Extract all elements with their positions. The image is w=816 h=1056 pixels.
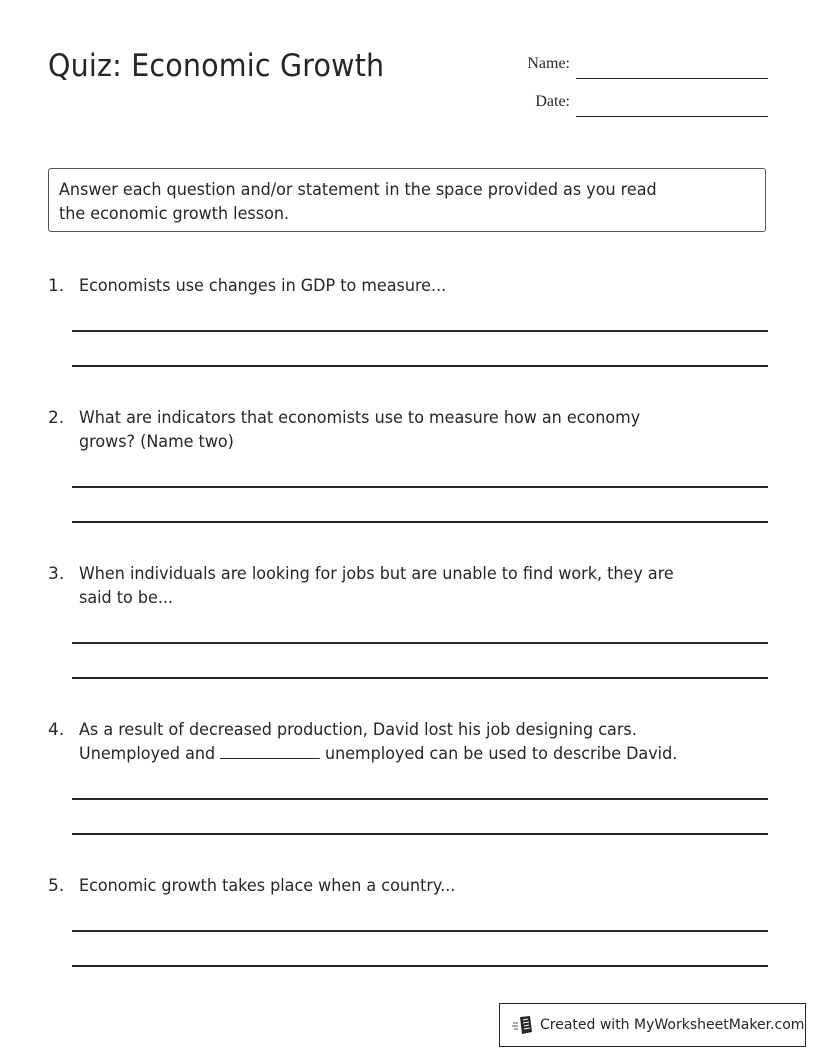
question-line: Economists use changes in GDP to measure... [79, 276, 447, 296]
question-text [79, 718, 737, 766]
question-number: 1. [48, 276, 65, 296]
question-number: 5. [48, 876, 65, 896]
answer-line[interactable] [72, 330, 768, 332]
answer-line[interactable] [72, 486, 768, 488]
answer-line[interactable] [72, 521, 768, 523]
answer-line[interactable] [72, 965, 768, 967]
footer-badge[interactable] [499, 1003, 806, 1047]
name-field [500, 55, 768, 79]
instructions-line-2: the economic growth lesson. [59, 204, 290, 224]
question-line: said to be... [79, 588, 174, 608]
question-line-part: unemployed can be used to describe David. [324, 744, 678, 764]
footer-text: Created with MyWorksheetMaker.com [540, 1017, 805, 1033]
question-line: Economic growth takes place when a country... [79, 876, 456, 896]
answer-line[interactable] [72, 642, 768, 644]
answer-line[interactable] [72, 833, 768, 835]
date-label: Date: [535, 93, 570, 110]
name-line[interactable] [576, 78, 768, 79]
date-line[interactable] [576, 116, 768, 117]
question-line: grows? (Name two) [79, 432, 234, 452]
worksheet-logo-icon [512, 1014, 534, 1036]
question-line-part: Unemployed and [79, 744, 216, 764]
question-number: 3. [48, 564, 65, 584]
question-line: As a result of decreased production, David lost his job designing cars. [79, 720, 637, 740]
answer-line[interactable] [72, 930, 768, 932]
question-line: When individuals are looking for jobs but are unable to find work, they are [79, 564, 674, 584]
question-text [79, 274, 737, 298]
answer-line[interactable] [72, 365, 768, 367]
instructions-box [48, 168, 766, 232]
answer-line[interactable] [72, 798, 768, 800]
instructions-line-1: Answer each question and/or statement in the space provided as you read [59, 180, 657, 200]
question-line [79, 742, 737, 766]
answer-line[interactable] [72, 677, 768, 679]
question-number: 4. [48, 720, 65, 740]
name-label: Name: [527, 55, 570, 72]
question-text [79, 562, 737, 610]
fill-in-blank[interactable] [220, 742, 320, 759]
date-field [500, 93, 768, 117]
question-number: 2. [48, 408, 65, 428]
question-line: What are indicators that economists use to measure how an economy [79, 408, 641, 428]
question-text [79, 874, 737, 898]
question-text [79, 406, 737, 454]
page-title: Quiz: Economic Growth [48, 48, 385, 84]
